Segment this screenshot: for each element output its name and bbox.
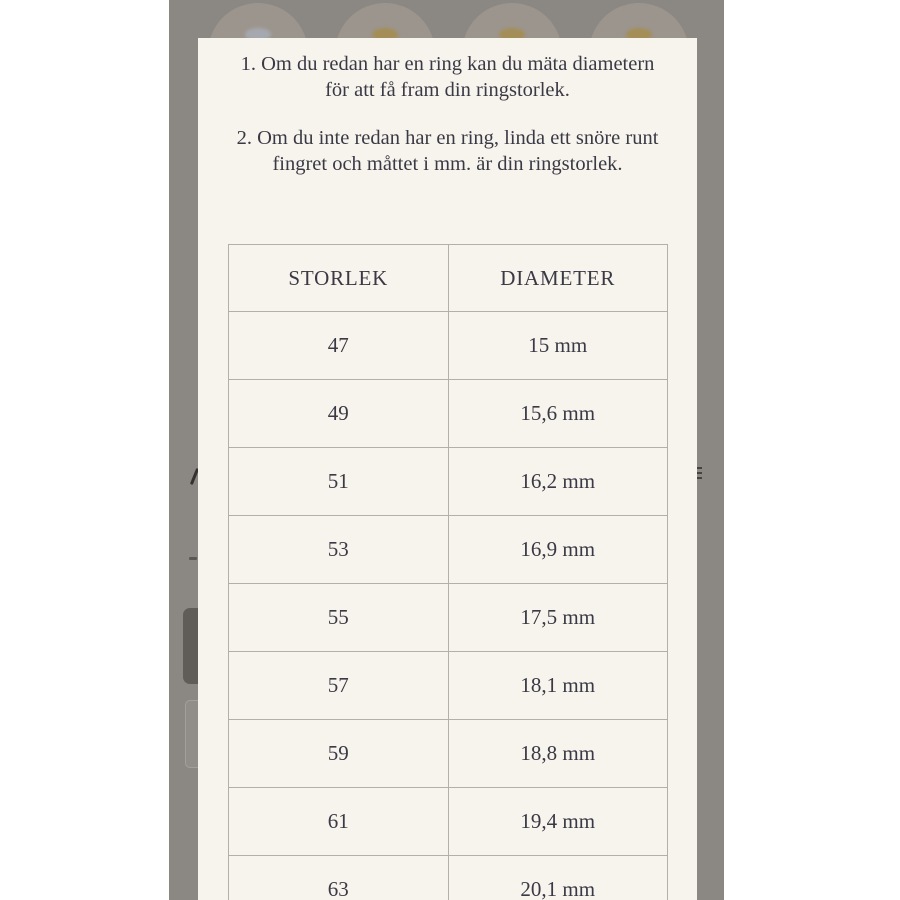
diameter-cell: 20,1 mm <box>448 856 668 900</box>
size-cell: 59 <box>229 720 449 788</box>
diameter-cell: 16,2 mm <box>448 448 668 516</box>
outlined-button-fragment <box>185 700 198 768</box>
column-header-storlek: STORLEK <box>229 245 449 312</box>
diameter-cell: 15,6 mm <box>448 380 668 448</box>
table-row <box>229 652 668 720</box>
table-header-row <box>229 245 668 312</box>
diameter-cell: 15 mm <box>448 312 668 380</box>
dark-button-fragment <box>183 608 198 684</box>
diameter-cell: 18,8 mm <box>448 720 668 788</box>
size-cell: 63 <box>229 856 449 900</box>
instruction-step-2: 2. Om du inte redan har en ring, linda ett snöre runt fingret och måttet i mm. är din ringstorlek. <box>236 127 659 175</box>
diameter-cell: 17,5 mm <box>448 584 668 652</box>
size-cell: 47 <box>229 312 449 380</box>
table-row <box>229 380 668 448</box>
diameter-cell: 18,1 mm <box>448 652 668 720</box>
table-row <box>229 584 668 652</box>
diameter-cell: 16,9 mm <box>448 516 668 584</box>
size-cell: 53 <box>229 516 449 584</box>
size-guide-modal <box>198 38 697 900</box>
tick-fragment <box>189 557 197 560</box>
table-row <box>229 788 668 856</box>
size-cell: 51 <box>229 448 449 516</box>
table-row <box>229 448 668 516</box>
size-cell: 49 <box>229 380 449 448</box>
table-row <box>229 516 668 584</box>
size-cell: 57 <box>229 652 449 720</box>
table-row <box>229 312 668 380</box>
diameter-cell: 19,4 mm <box>448 788 668 856</box>
instruction-step-1: 1. Om du redan har en ring kan du mäta diametern för att få fram din ringstorlek. <box>240 53 655 101</box>
size-guide-instructions <box>198 38 697 177</box>
table-row <box>229 856 668 900</box>
table-row <box>229 720 668 788</box>
column-header-diameter: DIAMETER <box>448 245 668 312</box>
modal-backdrop[interactable] <box>169 0 724 900</box>
size-cell: 55 <box>229 584 449 652</box>
size-cell: 61 <box>229 788 449 856</box>
ring-size-table <box>228 244 668 900</box>
